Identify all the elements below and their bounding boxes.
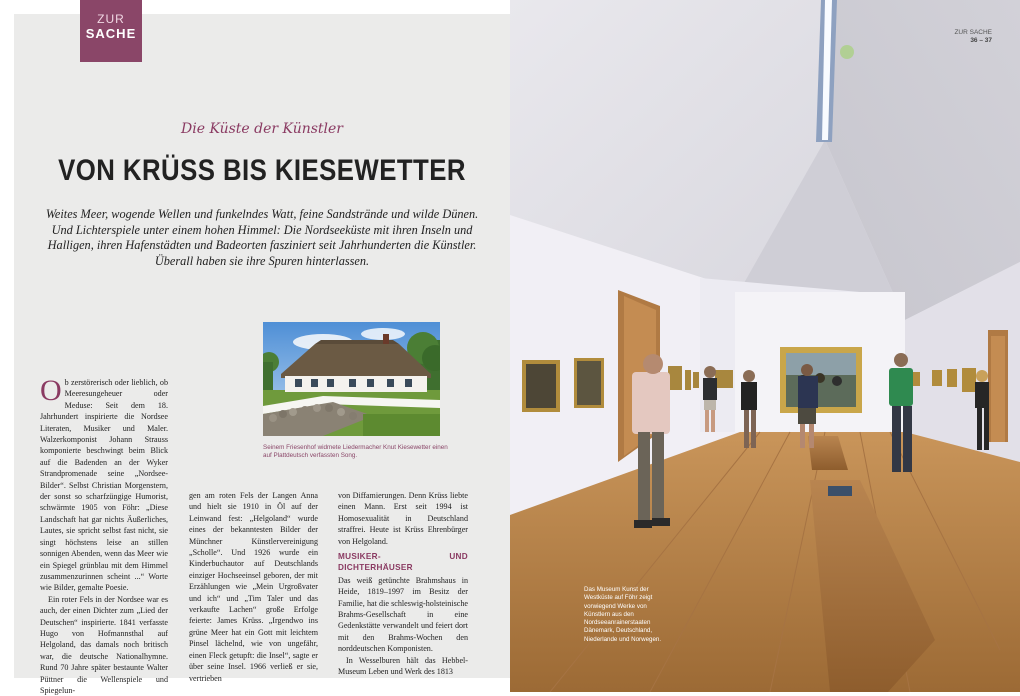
kicker: Die Küste der Künstler [181, 121, 343, 137]
section-tag [80, 0, 142, 62]
lead-paragraph: Weites Meer, wogende Wellen und funkelndes Watt, feine Sandstrände und wilde Dünen. Und Lichterspiele unter einem hohen Himmel: Die Nordseeküste mit ihren Inseln und Halligen, ihren Hafenstädten und Badeorten fasziniert seit Jahrhunderten die Künstler. Überall haben sie ihre Spuren hinterlassen. [45, 207, 479, 268]
text-column-2 [189, 490, 318, 684]
col3-paragraph-1: von Diffamierungen. Denn Krüss liebte einen Mann. Erst seit 1994 ist Homosexualität in Deutschland straffrei. Heute ist Krüss Ehrenbürger von Helgoland. [338, 491, 468, 546]
photo-caption-large: Das Museum Kunst der Westküste auf Föhr zeigt vorwiegend Werke von Künstlern aus den Nordseeanrainerstaaten Dänemark, Deutschland, Niederlande und Norwegen. [584, 586, 662, 643]
section-tag-line2: SACHE [85, 26, 137, 41]
col2-paragraph: gen am roten Fels der Langen Anna und hielt sie 1910 in Öl auf der Leinwand fest: „Helgoland“ wurde eines der bekanntesten Bilder der Münchner Künstlervereinigung „Scholle“. Und 1926 wurde ein Kinderbuchautor auf Deutschlands einziger Hochseeinsel geboren, der mit Erzählungen wie „Mein Urgroßvater und ich“ und „Tim Taler und das verkaufte Lachen“ große Erfolge feierte: James Krüss. „Irgendwo ins grüne Meer hat ein Gott mit leichtem Pinsel lächelnd, wie von ungefähr, einen Fleck getupft: die Insel“, sagte er über seine Insel. 1966 verließ er sie, vertrieben [189, 491, 318, 683]
text-column-3 [338, 490, 468, 678]
article-title: VON KRÜSS BIS KIESEWETTER [58, 154, 466, 187]
folio [954, 29, 992, 45]
section-tag-line1: ZUR [97, 12, 125, 26]
text-column-1 [40, 374, 168, 696]
col3-paragraph-3: In Wesselburen hält das Hebbel-Museum Leben und Werk des 1813 [338, 655, 468, 677]
photo-thatched-house [263, 322, 440, 436]
folio-pages: 36 – 37 [970, 37, 992, 44]
subheading: MUSIKER- UND DICHTERHÄUSER [338, 552, 468, 573]
photo-caption-small: Seinem Friesenhof widmete Liedermacher Knut Kiesewetter einen auf Plattdeutsch verfassten Song. [263, 444, 448, 460]
folio-section: ZUR SACHE [954, 29, 992, 36]
col1-paragraph-2: Ein roter Fels in der Nordsee war es auch, der einen Dichter zum „Lied der Deutschen“ inspirierte. 1841 verfasste Hugo von Hofmannsthal auf Helgoland, das damals noch britisch war, die deutsche Nationalhymne. Rund 70 Jahre später bestaunte Walter Püttner die Wellenspiele und Spiegelun- [40, 594, 168, 695]
col3-paragraph-2: Das weiß getünchte Brahmshaus in Heide, 1819–1997 im Besitz der Familie, hat die schleswig-holsteinische Brahms-Gesellschaft in eine Gedenkstätte verwandelt und feiert dort mit den Brahms-Wochen den norddeutschen Komponisten. [338, 575, 468, 654]
col1-paragraph-1: b zerstörerisch oder lieblich, ob Meeresungeheuer oder Meduse: Seit dem 18. Jahrhundert inspirierte die Nordsee Literaten, Musiker und Maler. Walzerkomponist Johann Strauss komponierte beschwingt beim Blick auf die Badenden an der Wyker Strandpromenade seine „Nordsee-Bilder“. Selbst Christian Morgenstern, der sonst so scharfzüngige Humorist, schwärmte 1905 von Föhr: „Diese Landschaft hat gar nichts Äußerliches, Lautes, sie spricht selbst fast nicht, sie singt höchstens leise an stillen sonnigen Abenden, wenn das Meer wie ein Spiegel grünblau mit dem Himmel zusammenzurinnen scheint ...“ Worte wie Bilder, gemalte Poesie. [40, 378, 168, 593]
dropcap: O [40, 374, 62, 407]
